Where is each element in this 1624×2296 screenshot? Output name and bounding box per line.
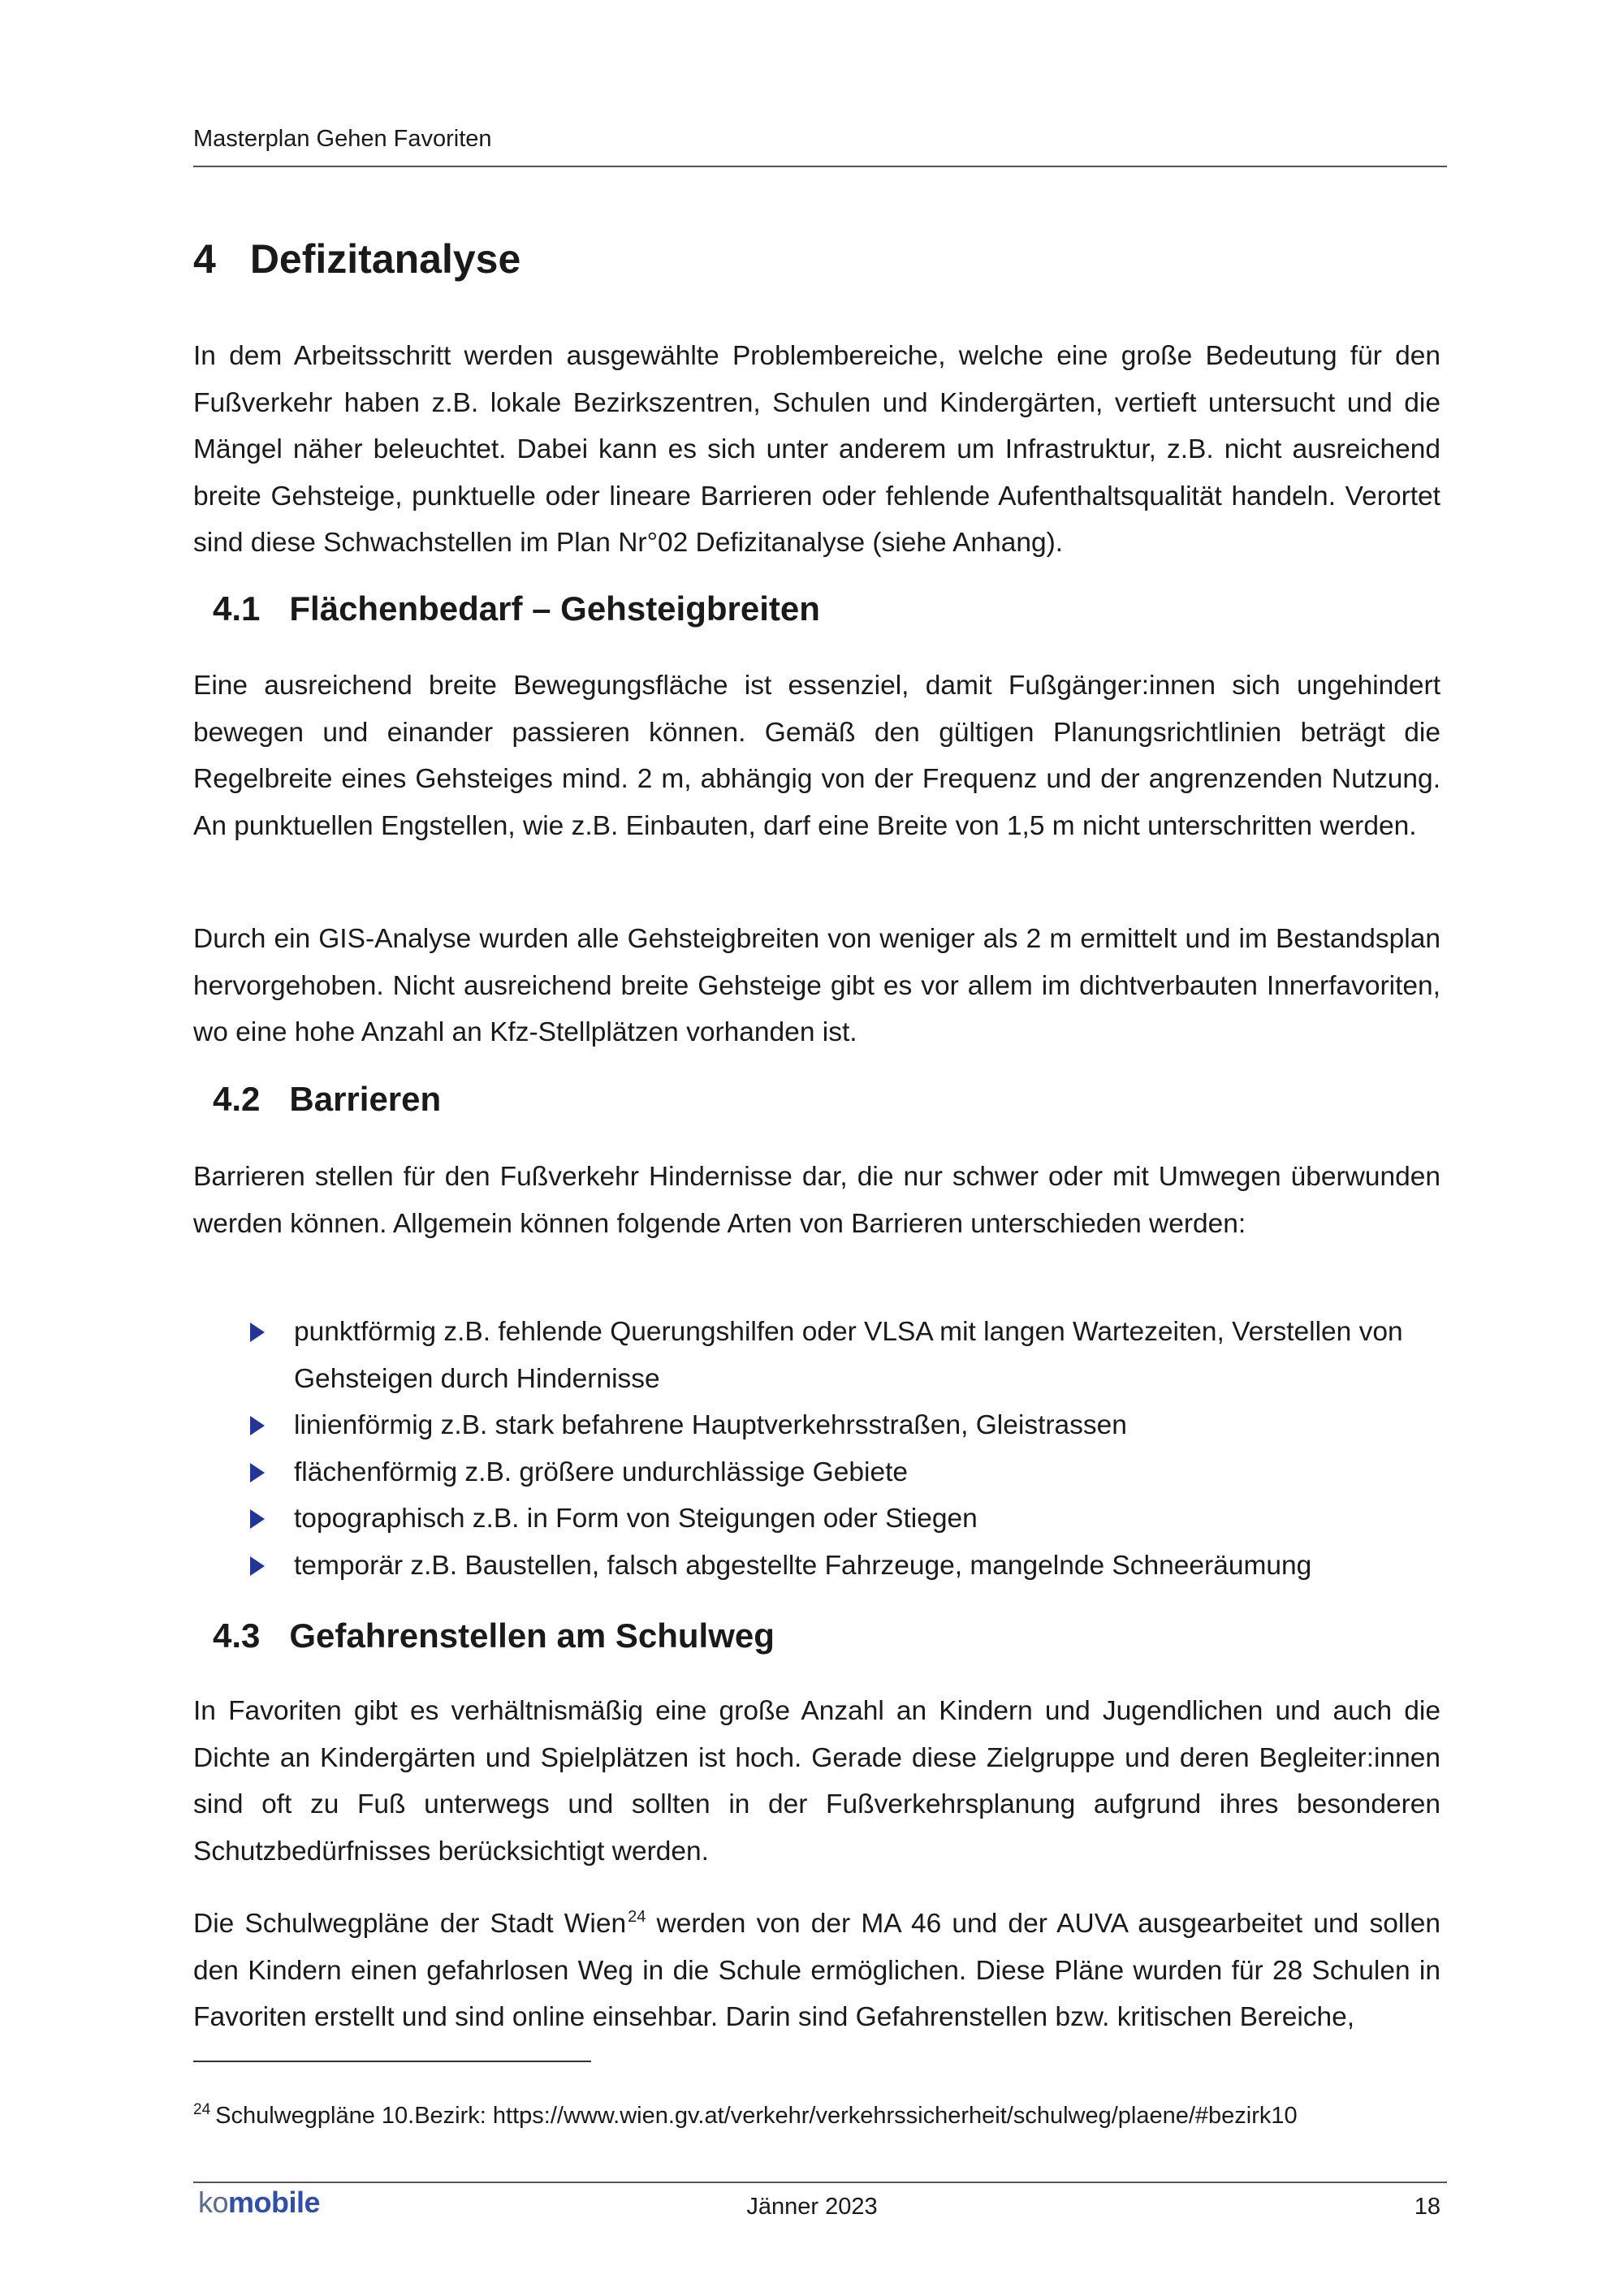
section-title: Gefahrenstellen am Schulweg: [289, 1616, 775, 1655]
chapter-number: 4: [193, 236, 216, 282]
intro-paragraph: In dem Arbeitsschritt werden ausgewählte Problembereiche, welche eine große Bedeutung für den Fußverkehr haben z.B. lokale Bezirkszentren, Schulen und Kindergärten, vertieft untersucht und die Mängel näher beleuchtet. Dabei kann es sich unter anderem um Infrastruktur, z.B. nicht ausreichend breite Gehsteige, punktuelle oder lineare Barrieren oder fehlende Aufenthaltsqualität handeln. Verortet sind diese Schwachstellen im Plan Nr°02 Defizitanalyse (siehe Anhang).: [193, 341, 1440, 558]
section-number: 4.2: [213, 1080, 261, 1118]
triangle-bullet-icon: [250, 1416, 265, 1435]
section-title: Flächenbedarf – Gehsteigbreiten: [289, 589, 820, 628]
chapter-heading: [193, 235, 520, 283]
footnote: [193, 2101, 1298, 2130]
chapter-title: Defizitanalyse: [249, 236, 521, 282]
list-item: topographisch z.B. in Form von Steigungen oder Stiegen: [193, 1495, 1444, 1543]
section-number: 4.1: [213, 589, 261, 628]
section-number: 4.3: [213, 1616, 261, 1655]
header-rule: [193, 166, 1447, 167]
footnote-reference[interactable]: 24: [628, 1908, 646, 1926]
section-heading-4-2: [213, 1080, 441, 1119]
footnote-number: 24: [193, 2101, 211, 2118]
list-item: punktförmig z.B. fehlende Querungshilfen oder VLSA mit langen Wartezeiten, Verstellen von Gehsteigen durch Hindernisse: [193, 1309, 1444, 1402]
section-4-2-paragraph-1: Barrieren stellen für den Fußverkehr Hindernisse dar, die nur schwer oder mit Umwegen überwunden werden können. Allgemein können folgende Arten von Barrieren unterschieden werden:: [193, 1162, 1440, 1239]
triangle-bullet-icon: [250, 1509, 265, 1529]
barrier-types-list: [193, 1309, 1444, 1589]
section-4-1-paragraph-1: Eine ausreichend breite Bewegungsfläche ist essenziel, damit Fußgänger:innen sich ungehindert bewegen und einander passieren können. Gemäß den gültigen Planungsrichtlinien beträgt die Regelbreite eines Gehsteiges mind. 2 m, abhängig von der Frequenz und der angrenzenden Nutzung. An punktuellen Engstellen, wie z.B. Einbauten, darf eine Breite von 1,5 m nicht unterschritten werden.: [193, 671, 1440, 841]
section-heading-4-3: [213, 1616, 775, 1655]
footer-rule: [193, 2182, 1447, 2183]
list-item: flächenförmig z.B. größere undurchlässige Gebiete: [193, 1449, 1444, 1496]
section-title: Barrieren: [289, 1080, 442, 1118]
komobile-logo: komobile: [198, 2186, 321, 2219]
page-number: 18: [1414, 2194, 1440, 2220]
section-4-3-paragraph-1: In Favoriten gibt es verhältnismäßig eine große Anzahl an Kindern und Jugendlichen und auch die Dichte an Kindergärten und Spielplätzen ist hoch. Gerade diese Zielgruppe und deren Begleiter:innen sind oft zu Fuß unterwegs und sollten in der Fußverkehrsplanung aufgrund ihres besonderen Schutzbedürfnisses berücksichtigt werden.: [193, 1696, 1440, 1867]
section-4-3-paragraph-2: Die Schulwegpläne der Stadt Wien $^{24}$ werden von der MA 46 und der AUVA ausgearbeitet und sollen den Kindern einen gefahrlosen Weg in die Schule ermöglichen. Diese Pläne wurden für 28 Schulen in Favoriten erstellt und sind online einsehbar. Darin sind Gefahrenstellen bzw. kritischen Bereiche,: [193, 1908, 1441, 2032]
list-item: temporär z.B. Baustellen, falsch abgestellte Fahrzeuge, mangelnde Schneeräumung: [193, 1543, 1444, 1590]
triangle-bullet-icon: [250, 1463, 265, 1482]
section-4-1-paragraph-2: Durch ein GIS-Analyse wurden alle Gehsteigbreiten von weniger als 2 m ermittelt und im Bestandsplan hervorgehoben. Nicht ausreichend breite Gehsteige gibt es vor allem im dichtverbauten Innerfavoriten, wo eine hohe Anzahl an Kfz-Stellplätzen vorhanden ist.: [193, 924, 1440, 1047]
list-item: linienförmig z.B. stark befahrene Hauptverkehrsstraßen, Gleistrassen: [193, 1402, 1444, 1449]
triangle-bullet-icon: [250, 1556, 265, 1576]
footnote-text: Schulwegpläne 10.Bezirk: https://www.wien.gv.at/verkehr/verkehrssicherheit/schulweg/plaene/#bezirk10: [215, 2103, 1298, 2129]
footnote-separator: [193, 2061, 591, 2062]
running-header: Masterplan Gehen Favoriten: [193, 126, 492, 152]
section-heading-4-1: [213, 589, 820, 628]
triangle-bullet-icon: [250, 1323, 265, 1342]
footer-date: Jänner 2023: [746, 2194, 878, 2220]
